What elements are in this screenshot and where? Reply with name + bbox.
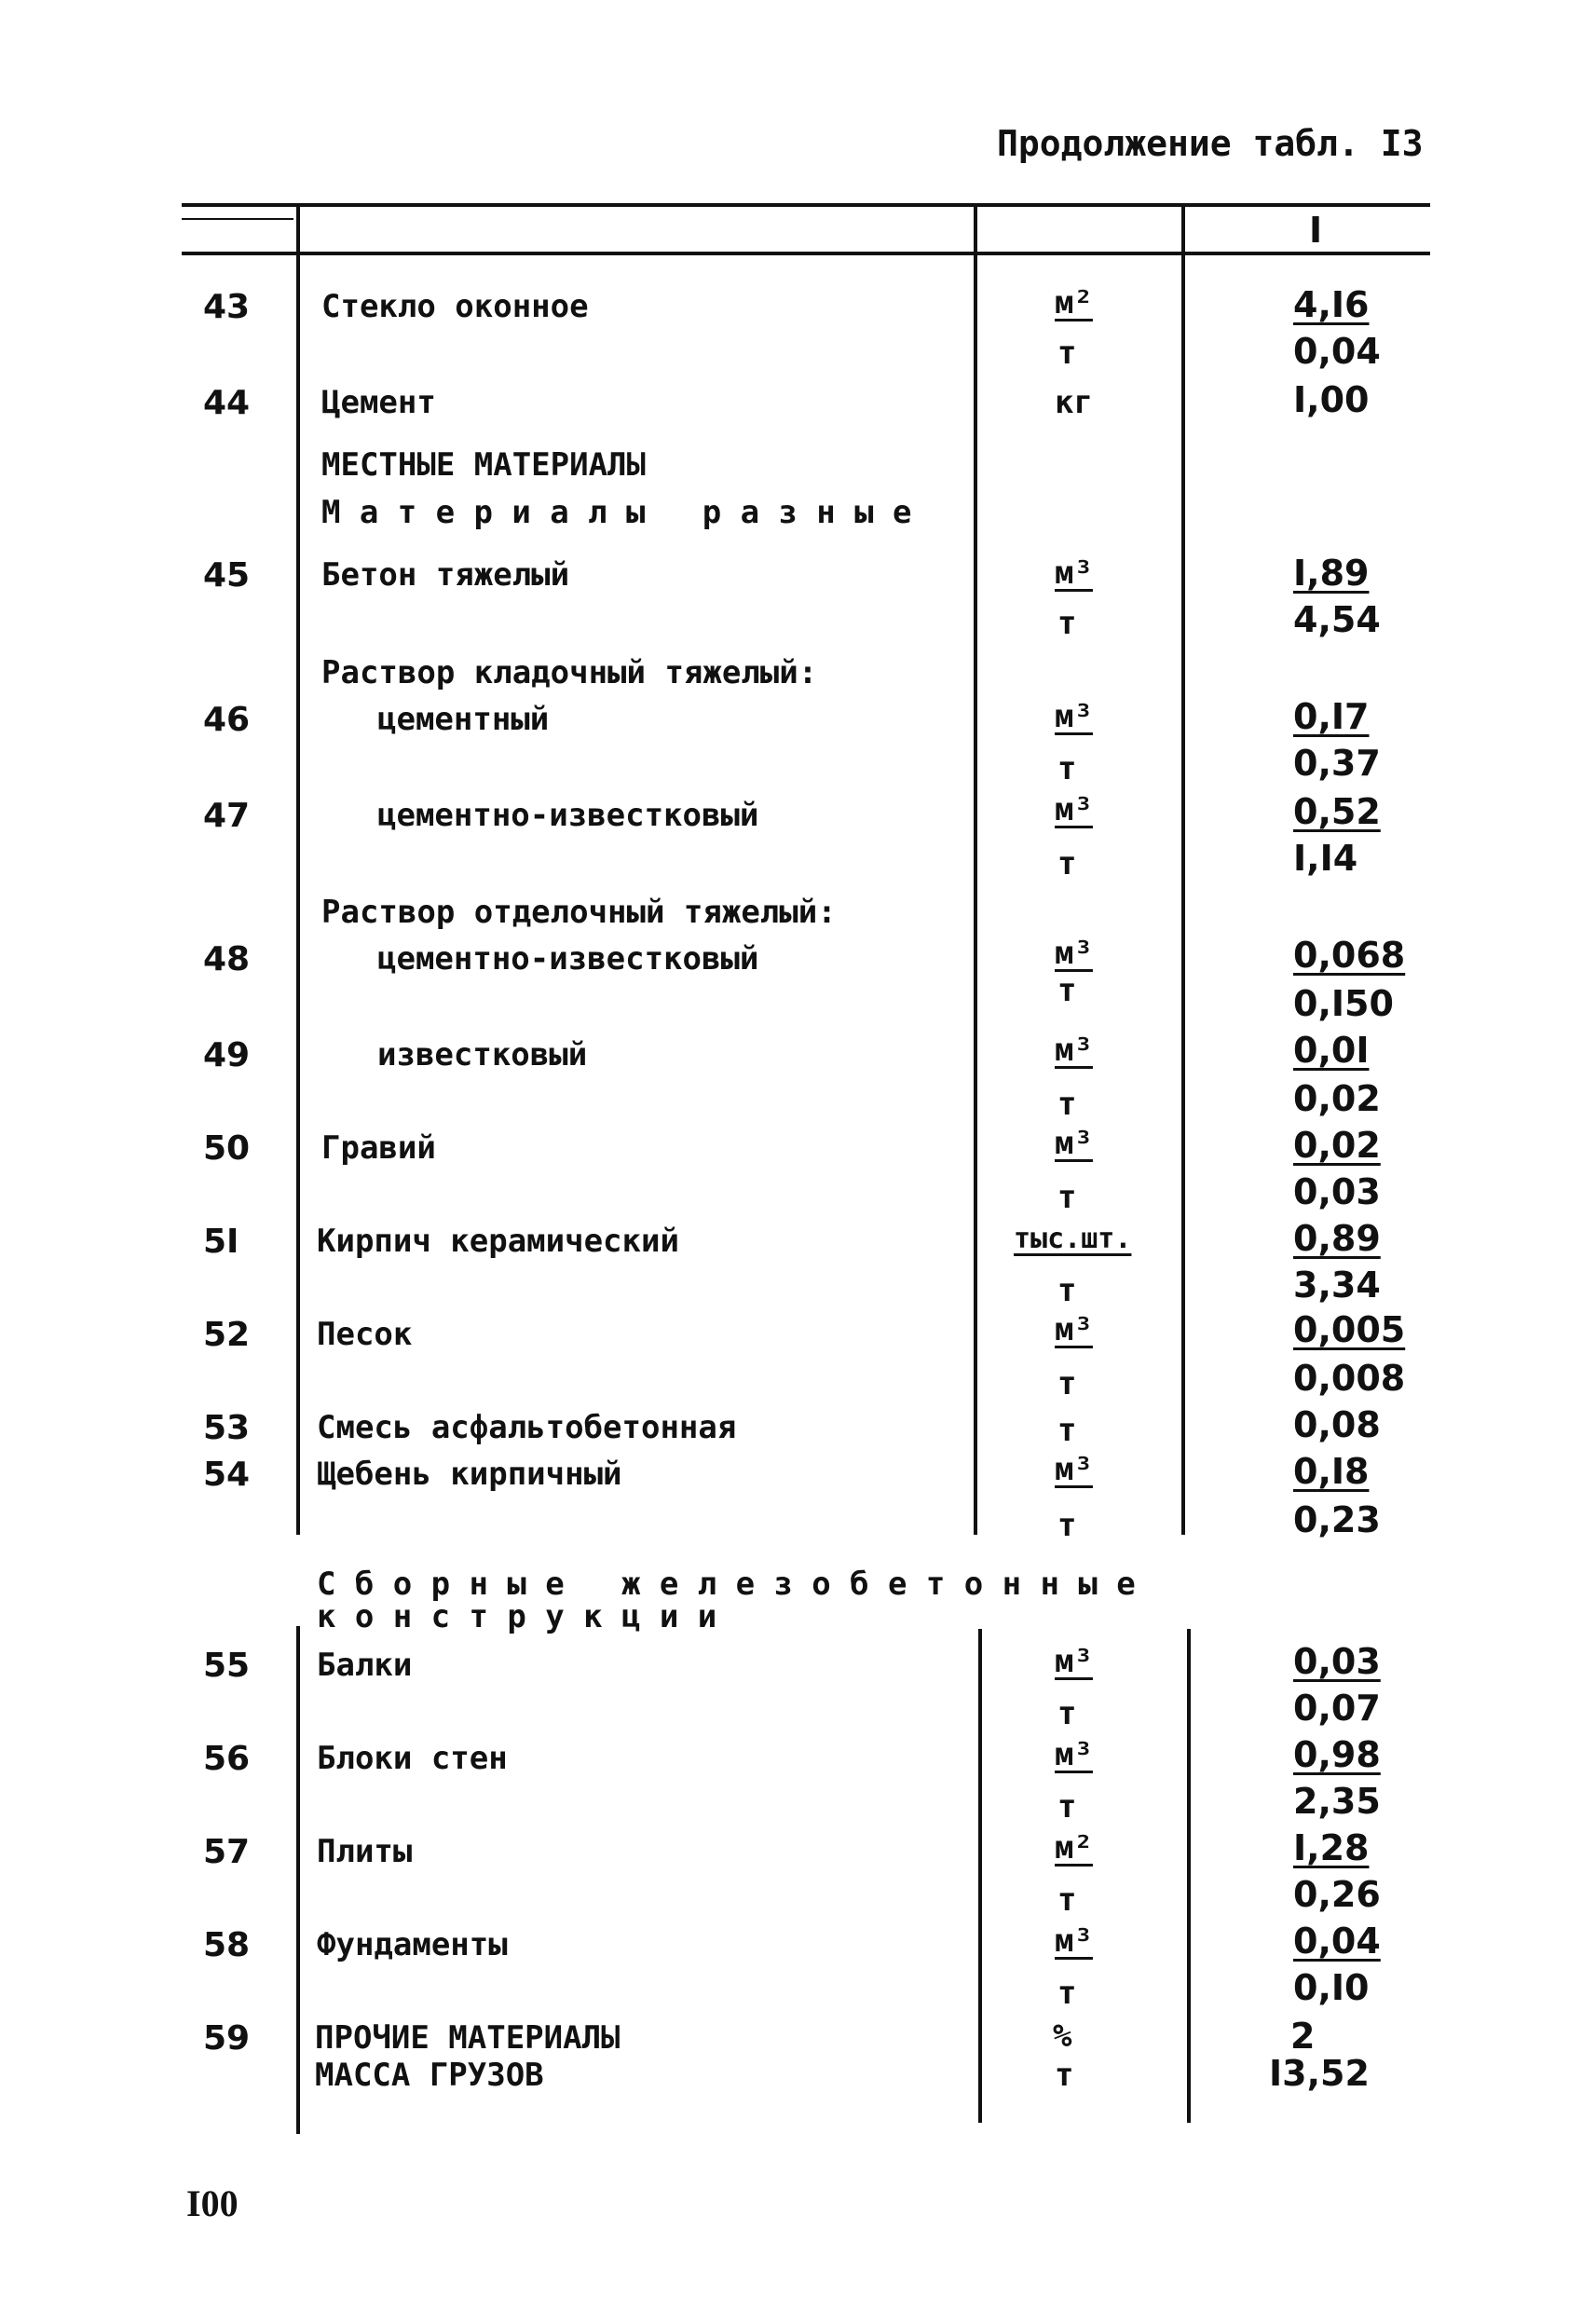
row-53-unit-1: т [1057, 1412, 1077, 1449]
row-45-unit-1: м³ [1055, 554, 1093, 592]
row-50-name: Гравий [321, 1129, 436, 1167]
row-43-value-2: 0,04 [1293, 331, 1381, 372]
section-mortar-masonry: Раствор кладочный тяжелый: [321, 654, 818, 691]
row-45-unit-2: т [1057, 605, 1077, 642]
row-56-unit-2: т [1057, 1788, 1077, 1826]
row-59-unit-1: % [1053, 2017, 1072, 2055]
row-52-value-2: 0,008 [1293, 1358, 1406, 1399]
row-51-value-2: 3,34 [1293, 1265, 1381, 1306]
row-45-value-2: 4,54 [1293, 599, 1381, 640]
row-43-unit-2: т [1057, 335, 1077, 372]
vrule-mid [974, 207, 977, 1535]
row-57-value-1: I,28 [1293, 1827, 1370, 1868]
row-56-unit-1: м³ [1055, 1736, 1093, 1773]
row-51-unit-1: тыс.шт. [1014, 1223, 1132, 1255]
row-47-unit-1: м³ [1055, 791, 1093, 828]
column-label-i: I [1309, 210, 1323, 251]
row-57-number: 57 [203, 1833, 251, 1871]
row-54-value-2: 0,23 [1293, 1499, 1381, 1540]
row-58-name: Фундаменты [317, 1926, 508, 1963]
row-52-unit-2: т [1057, 1365, 1077, 1402]
row-50-number: 50 [203, 1129, 251, 1168]
row-59-value-1: 2 [1290, 2016, 1316, 2057]
row-47-number: 47 [203, 797, 251, 835]
row-54-value-1: 0,I8 [1293, 1451, 1370, 1492]
vrule-left-lower [296, 1626, 300, 2134]
row-44-value-1: I,00 [1293, 379, 1370, 420]
row-55-value-2: 0,07 [1293, 1688, 1381, 1729]
row-53-number: 53 [203, 1409, 251, 1447]
row-58-value-1: 0,04 [1293, 1921, 1381, 1962]
row-58-value-2: 0,I0 [1293, 1967, 1370, 2008]
vrule-right [1181, 207, 1185, 1535]
section-precast-line-2: конструкции [317, 1598, 736, 1635]
row-48-value-2: 0,I50 [1293, 983, 1394, 1024]
row-52-value-1: 0,005 [1293, 1309, 1406, 1350]
row-55-value-1: 0,03 [1293, 1641, 1381, 1682]
row-52-number: 52 [203, 1316, 251, 1354]
page-number: I00 [186, 2182, 239, 2224]
row-44-unit-1: кг [1055, 384, 1093, 421]
mass-cargo-value: I3,52 [1269, 2053, 1370, 2094]
row-59-name: ПРОЧИЕ МАТЕРИАЛЫ [315, 2019, 621, 2057]
row-52-name: Песок [317, 1316, 413, 1353]
row-52-unit-1: м³ [1055, 1311, 1093, 1348]
row-50-value-1: 0,02 [1293, 1125, 1381, 1166]
section-local-materials: МЕСТНЫЕ МАТЕРИАЛЫ [321, 446, 646, 484]
row-47-value-1: 0,52 [1293, 791, 1381, 832]
section-misc-materials: Материалы разные [321, 494, 931, 531]
row-55-unit-2: т [1057, 1695, 1077, 1732]
row-48-unit-1: м³ [1055, 935, 1093, 972]
row-50-unit-2: т [1057, 1179, 1077, 1216]
row-51-value-1: 0,89 [1293, 1218, 1381, 1259]
row-54-name: Щебень кирпичный [317, 1456, 622, 1493]
row-49-value-2: 0,02 [1293, 1078, 1381, 1119]
row-51-name: Кирпич керамический [317, 1223, 679, 1260]
row-58-unit-1: м³ [1055, 1922, 1093, 1960]
row-45-value-1: I,89 [1293, 553, 1370, 594]
row-56-value-2: 2,35 [1293, 1781, 1381, 1822]
row-44-number: 44 [203, 384, 251, 422]
row-47-unit-2: т [1057, 845, 1077, 882]
row-57-unit-2: т [1057, 1881, 1077, 1919]
row-45-number: 45 [203, 556, 251, 595]
row-48-name: цементно-известковый [377, 940, 759, 978]
row-54-unit-2: т [1057, 1507, 1077, 1544]
table-top-rule-thin [182, 218, 293, 220]
row-46-value-2: 0,37 [1293, 743, 1381, 784]
row-46-number: 46 [203, 701, 251, 739]
mass-cargo-unit: т [1055, 2057, 1074, 2094]
row-45-name: Бетон тяжелый [321, 556, 570, 594]
row-59-number: 59 [203, 2019, 251, 2058]
row-49-unit-2: т [1057, 1086, 1077, 1123]
row-58-number: 58 [203, 1926, 251, 1964]
row-46-unit-1: м³ [1055, 698, 1093, 735]
row-51-number: 5I [203, 1223, 239, 1261]
vrule-left [296, 207, 300, 1535]
row-49-value-1: 0,0I [1293, 1030, 1370, 1071]
row-55-number: 55 [203, 1647, 251, 1685]
table-top-rule [182, 203, 1430, 207]
row-55-unit-1: м³ [1055, 1643, 1093, 1680]
row-48-number: 48 [203, 940, 251, 978]
row-49-number: 49 [203, 1036, 251, 1074]
row-44-name: Цемент [321, 384, 436, 421]
row-53-value-1: 0,08 [1293, 1404, 1381, 1445]
row-56-number: 56 [203, 1740, 251, 1778]
row-57-name: Плиты [317, 1833, 413, 1870]
row-54-unit-1: м³ [1055, 1451, 1093, 1488]
row-55-name: Балки [317, 1647, 413, 1684]
row-54-number: 54 [203, 1456, 251, 1494]
table-header-rule [182, 252, 1430, 255]
row-43-name: Стекло оконное [321, 288, 589, 325]
row-46-name: цементный [377, 701, 550, 738]
vrule-right-lower [1187, 1629, 1191, 2123]
row-46-value-1: 0,I7 [1293, 696, 1370, 737]
row-57-unit-1: м² [1055, 1829, 1093, 1867]
row-56-name: Блоки стен [317, 1740, 508, 1777]
row-43-unit-1: м² [1055, 284, 1093, 321]
row-56-value-1: 0,98 [1293, 1734, 1381, 1775]
row-58-unit-2: т [1057, 1975, 1077, 2012]
row-50-unit-1: м³ [1055, 1125, 1093, 1162]
section-precast-line-1: Сборные железобетонные [317, 1566, 1155, 1603]
row-48-value-1: 0,068 [1293, 935, 1406, 976]
row-48-unit-2: т [1057, 972, 1077, 1009]
section-mortar-finish: Раствор отделочный тяжелый: [321, 894, 837, 931]
row-51-unit-2: т [1057, 1272, 1077, 1309]
row-53-name: Смесь асфальтобетонная [317, 1409, 737, 1446]
row-47-value-2: I,I4 [1293, 838, 1358, 879]
mass-cargo-name: МАССА ГРУЗОВ [315, 2057, 544, 2094]
row-49-unit-1: м³ [1055, 1032, 1093, 1069]
row-49-name: известковый [377, 1036, 588, 1073]
row-43-number: 43 [203, 288, 251, 326]
row-46-unit-2: т [1057, 750, 1077, 787]
row-50-value-2: 0,03 [1293, 1171, 1381, 1212]
row-57-value-2: 0,26 [1293, 1874, 1381, 1915]
row-43-value-1: 4,I6 [1293, 284, 1370, 325]
continuation-header: Продолжение табл. I3 [997, 123, 1424, 164]
vrule-mid-lower [978, 1629, 982, 2123]
row-47-name: цементно-известковый [377, 797, 759, 834]
